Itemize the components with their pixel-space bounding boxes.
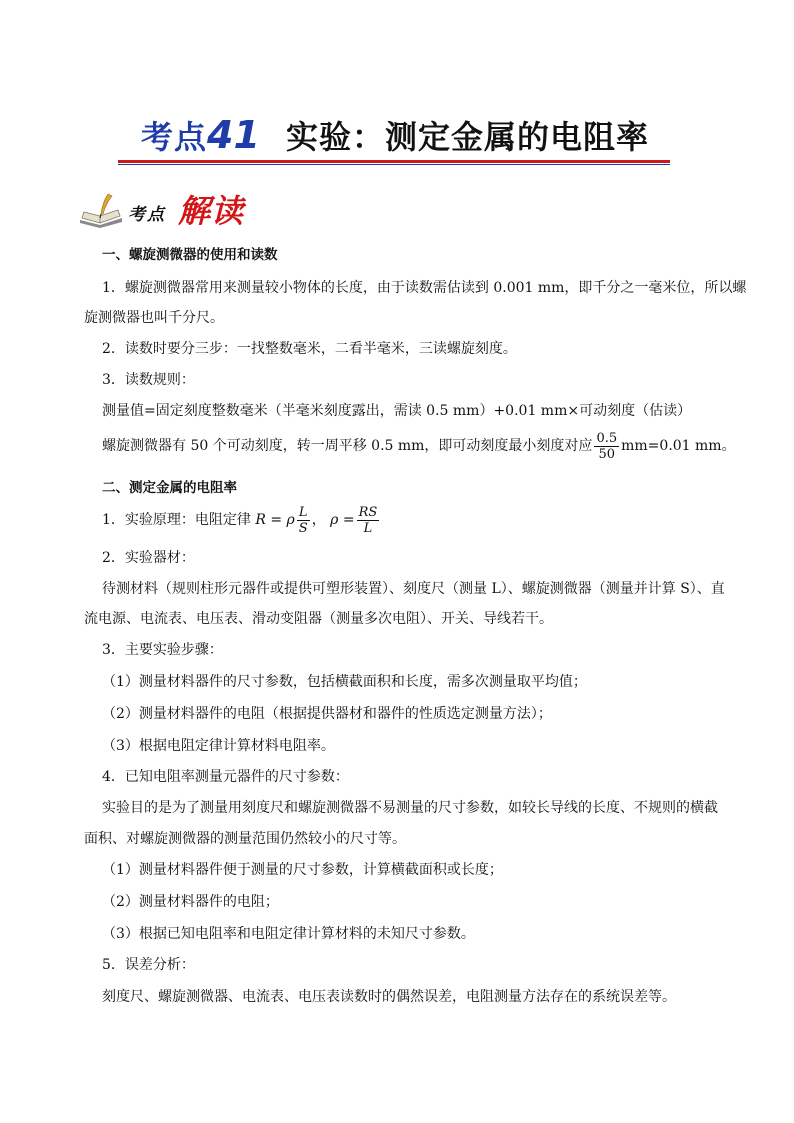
section2-heading: 二、测定金属的电阻率 bbox=[102, 480, 237, 496]
section1-p3: 3．读数规则： bbox=[102, 372, 195, 388]
eq2-denominator: L bbox=[363, 520, 373, 536]
title-main: 实验：测定金属的电阻率 bbox=[285, 118, 649, 156]
error-label: 5．误差分析： bbox=[102, 957, 195, 973]
error-line: 刻度尺、螺旋测微器、电流表、电压表读数时的偶然误差，电阻测量方法存在的系统误差等。 bbox=[102, 989, 676, 1005]
title-number: 41 bbox=[207, 113, 260, 157]
steps-label: 3．主要实验步骤： bbox=[102, 642, 223, 658]
equip-line1: 待测材料（规则柱形元器件或提供可塑形装置）、刻度尺（测量 L）、螺旋测微器（测量并计算 S）、直 bbox=[102, 581, 725, 597]
principle-line bbox=[102, 500, 381, 540]
known-line1: 实验目的是为了测量用刻度尺和螺旋测微器不易测量的尺寸参数，如较长导线的长度、不规则的横截 bbox=[102, 800, 718, 816]
eq-separator: ， bbox=[311, 512, 326, 528]
fraction-denominator: 50 bbox=[598, 446, 616, 462]
eq2-numerator: RS bbox=[358, 504, 378, 520]
step-1: （1）测量材料器件的尺寸参数，包括横截面积和长度，需多次测量取平均值； bbox=[102, 674, 587, 690]
fraction-half-mm bbox=[594, 431, 619, 462]
principle-label: 1．实验原理：电阻定律 bbox=[102, 512, 251, 528]
eq1-fraction bbox=[297, 505, 310, 536]
eq2-lhs: ρ = bbox=[330, 512, 355, 528]
title-tag: 考点 bbox=[141, 118, 208, 156]
section1-heading: 一、螺旋测微器的使用和读数 bbox=[102, 247, 278, 263]
section-badge bbox=[78, 186, 278, 232]
badge-big-text: 解读 bbox=[178, 192, 245, 230]
known-label: 4．已知电阻率测量元器件的尺寸参数： bbox=[102, 769, 349, 785]
book-quill-icon bbox=[78, 192, 124, 228]
badge-small-text: 考点 bbox=[128, 205, 166, 225]
step-3: （3）根据电阻定律计算材料电阻率。 bbox=[102, 738, 335, 754]
eq1-denominator: S bbox=[298, 520, 308, 536]
section1-p1-line1: 1．螺旋测微器常用来测量较小物体的长度，由于读数需估读到 0.001 mm，即千分之一毫米位，所以螺 bbox=[102, 280, 747, 296]
section1-p5-before: 螺旋测微器有 50 个可动刻度，转一周平移 0.5 mm，即可动刻度最小刻度对应 bbox=[102, 438, 593, 454]
section1-p1-line2: 旋测微器也叫千分尺。 bbox=[84, 310, 224, 326]
page-title bbox=[120, 112, 670, 164]
known-step-1: （1）测量材料器件便于测量的尺寸参数，计算横截面积或长度； bbox=[102, 862, 503, 878]
known-step-3: （3）根据已知电阻率和电阻定律计算材料的未知尺寸参数。 bbox=[102, 926, 475, 942]
section1-p2: 2．读数时要分三步：一找整数毫米，二看半毫米，三读螺旋刻度。 bbox=[102, 341, 517, 357]
step-2: （2）测量材料器件的电阻（根据提供器材和器件的性质选定测量方法）； bbox=[102, 706, 552, 722]
known-line2: 面积、对螺旋测微器的测量范围仍然较小的尺寸等。 bbox=[84, 831, 406, 847]
title-underline-blue bbox=[118, 164, 670, 165]
title-underline-red bbox=[118, 160, 670, 163]
known-step-2: （2）测量材料器件的电阻； bbox=[102, 894, 279, 910]
section1-p4: 测量值=固定刻度整数毫米（半毫米刻度露出，需读 0.5 mm）+0.01 mm×可动刻度（估读） bbox=[102, 403, 692, 419]
fraction-numerator: 0.5 bbox=[596, 430, 618, 446]
eq2-fraction bbox=[357, 505, 380, 536]
section1-p5 bbox=[102, 428, 736, 464]
eq1-numerator: L bbox=[297, 505, 310, 521]
equip-line2: 流电源、电流表、电压表、滑动变阻器（测量多次电阻）、开关、导线若干。 bbox=[84, 611, 553, 627]
eq1-lhs: R = ρ bbox=[255, 512, 295, 528]
equip-label: 2．实验器材： bbox=[102, 550, 195, 566]
section1-p5-after: mm=0.01 mm。 bbox=[621, 438, 736, 454]
